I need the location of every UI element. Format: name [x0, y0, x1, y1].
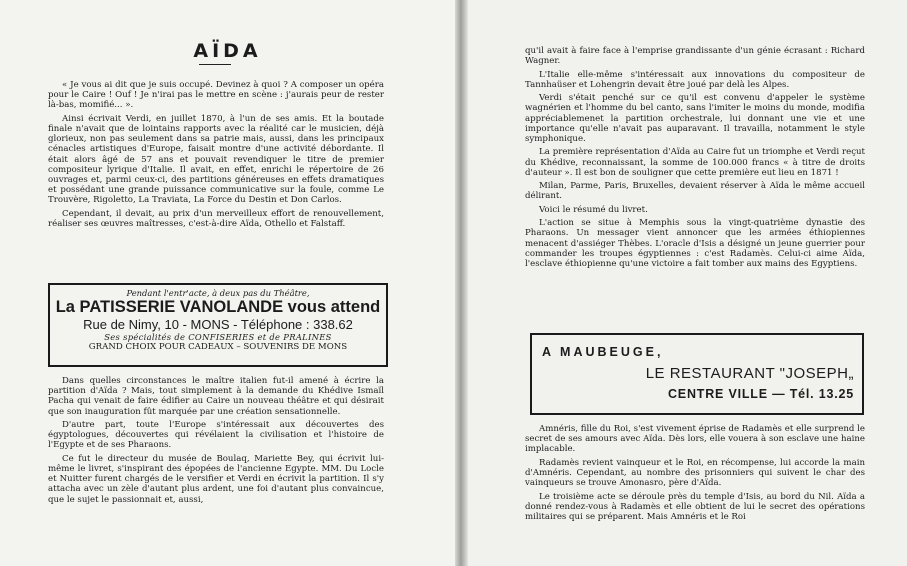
page-title: AÏDA — [193, 40, 262, 62]
ad-gifts: GRAND CHOIX POUR CADEAUX – SOUVENIRS DE MONS — [88, 342, 348, 352]
patisserie-ad — [48, 283, 388, 367]
paragraph: L'Italie elle-même s'intéressait aux innovations du compositeur de Tannhaüser et Lohengrin devait être joué par delà les Alpes. — [525, 69, 865, 90]
ad-address: Rue de Nimy, 10 - MONS - Téléphone : 338.62 — [83, 317, 353, 332]
paragraph: Verdi s'était penché sur ce qu'il est convenu d'appeler le système wagnérien et l'homme du bel canto, sans l'imiter le moins du monde, modifia appréciablemenet la partition orchestrale, lui donnant une vie et une importance qu'elle n'avait pas auparavant. Il travailla, notamment le style symphonique. — [525, 93, 865, 144]
ad-town: A MAUBEUGE, — [542, 345, 664, 359]
paragraph: Cependant, il devait, au prix d'un merveilleux effort de renouvellement, réaliser ses œuvres maîtresses, c'est-à-dire Aïda, Othello et Falstaff. — [48, 208, 384, 230]
paragraph: Radamès revient vainqueur et le Roi, en récompense, lui accorde la main d'Amnéris. Cependant, au nombre des prisonniers qui suivent le char des vainqueurs se trouve Amonasro, père d'Aïda. — [525, 457, 865, 489]
body-text — [48, 376, 384, 508]
ad-phone: CENTRE VILLE — Tél. 13.25 — [667, 387, 854, 401]
right-page — [468, 0, 907, 566]
right-top-text — [525, 46, 865, 272]
paragraph: Le troisième acte se déroule près du temple d'Isis, au bord du Nil. Aïda a donné rendez-vous à Radamès et elle obtient de lui le secret des opérations militaires qui se préparent. Mais Amnéris et le Roi — [525, 491, 865, 522]
paragraph: La première représentation d'Aïda au Caire fut un triomphe et Verdi reçut du Khédive, reconnaissant, la somme de 100.000 francs « à titre de droits d'auteur ». Il est bon de souligner que cette première eut lieu en 1871 ! — [525, 147, 865, 178]
paragraph: Amnéris, fille du Roi, s'est vivement éprise de Radamès et elle surprend le secret de ses amours avec Aïda. Dès lors, elle vouera à son esclave une haine implacable. — [525, 424, 865, 455]
paragraph: Ce fut le directeur du musée de Boulaq, Mariette Bey, qui écrivit lui-même le livret, s'inspirant des épopées de l'ancienne Egypte. MM. Du Locle et Nuitter furent chargés de le versifier et Verdi en écrivit la partition. Il s'y attacha avec un zèle d'autant plus ardent, une foi d'autant plus convaincue, que le sujet le passionnait et, aussi, — [48, 453, 384, 505]
paragraph: Voici le résumé du livret. — [539, 204, 648, 215]
ad-headline: La PATISSERIE VANOLANDE vous attend — [55, 298, 381, 316]
paragraph: L'action se situe à Memphis sous la vingt-quatrième dynastie des Pharaons. Un messager vient annoncer que les armées éthiopiennes menacent d'assiéger Thèbes. L'oracle d'Isis a désigné un jeune guerrier pour commander les troupes égyptiennes : c'est Radamès. Celui-ci aime Aïda, l'esclave éthiopienne qu'une victoire a fait tomber aux mains des Egyptiens. — [525, 218, 865, 269]
paragraph: Dans quelles circonstances le maître italien fut-il amené à écrire la partition d'Aïda ? Mais, tout simplement à la demande du Khédive Ismaïl Pacha qui venait de faire édifier au Caire un nouveau théâtre et qui désirait que son inauguration fût marquée par une création sensationnelle. — [48, 376, 384, 417]
ad-specialties: Ses spécialités de CONFISERIES et de PRALINES — [104, 332, 332, 342]
paragraph: Milan, Parme, Paris, Bruxelles, devaient réserver à Aïda le même accueil délirant. — [525, 181, 865, 202]
paragraph: Ainsi écrivait Verdi, en juillet 1870, à l'un de ses amis. Et la boutade finale n'avait que de lointains rapports avec la réalité car le musicien, déjà glorieux, non pas seulement dans sa patrie mais, aussi, dans les principaux cénacles artistiques d'Europe, faisait montre d'une activité débordante. Il était alors âgé de 57 ans et pouvait revendiquer le titre de premier compositeur lyrique d'Italie. Il avait, en effet, enrichi le répertoire de 26 ouvrages et, parmi ceux-ci, des partitions généreuses en effets dramatiques et possédant une grande puissance communicative sur la foule, comme Le Trouvère, Rigoletto, La Traviata, La Force du Destin et Don Carlos. — [48, 113, 384, 206]
paragraph: qu'il avait à faire face à l'emprise grandissante d'un génie écrasant : Richard Wagner. — [525, 46, 865, 67]
right-bottom-text — [525, 424, 865, 525]
book-gutter — [455, 0, 468, 566]
restaurant-ad — [530, 333, 864, 415]
paragraph: D'autre part, toute l'Europe s'intéressait aux découvertes des égyptologues, découvertes qui révélaient la civilisation et l'histoire de l'Egypte et de ses Pharaons. — [48, 420, 384, 451]
intro-text — [48, 80, 384, 232]
ad-restaurant-name: LE RESTAURANT "JOSEPH„ — [645, 365, 854, 382]
ad-tagline: Pendant l'entr'acte, à deux pas du Théâtre, — [126, 288, 310, 298]
title-rule — [199, 64, 231, 65]
paragraph: « Je vous ai dit que je suis occupé. Devinez à quoi ? A composer un opéra pour le Caire ! Ouf ! Je n'irai pas le mettre en scène : j'aurais peur de rester là-bas, momifié... ». — [48, 80, 384, 111]
